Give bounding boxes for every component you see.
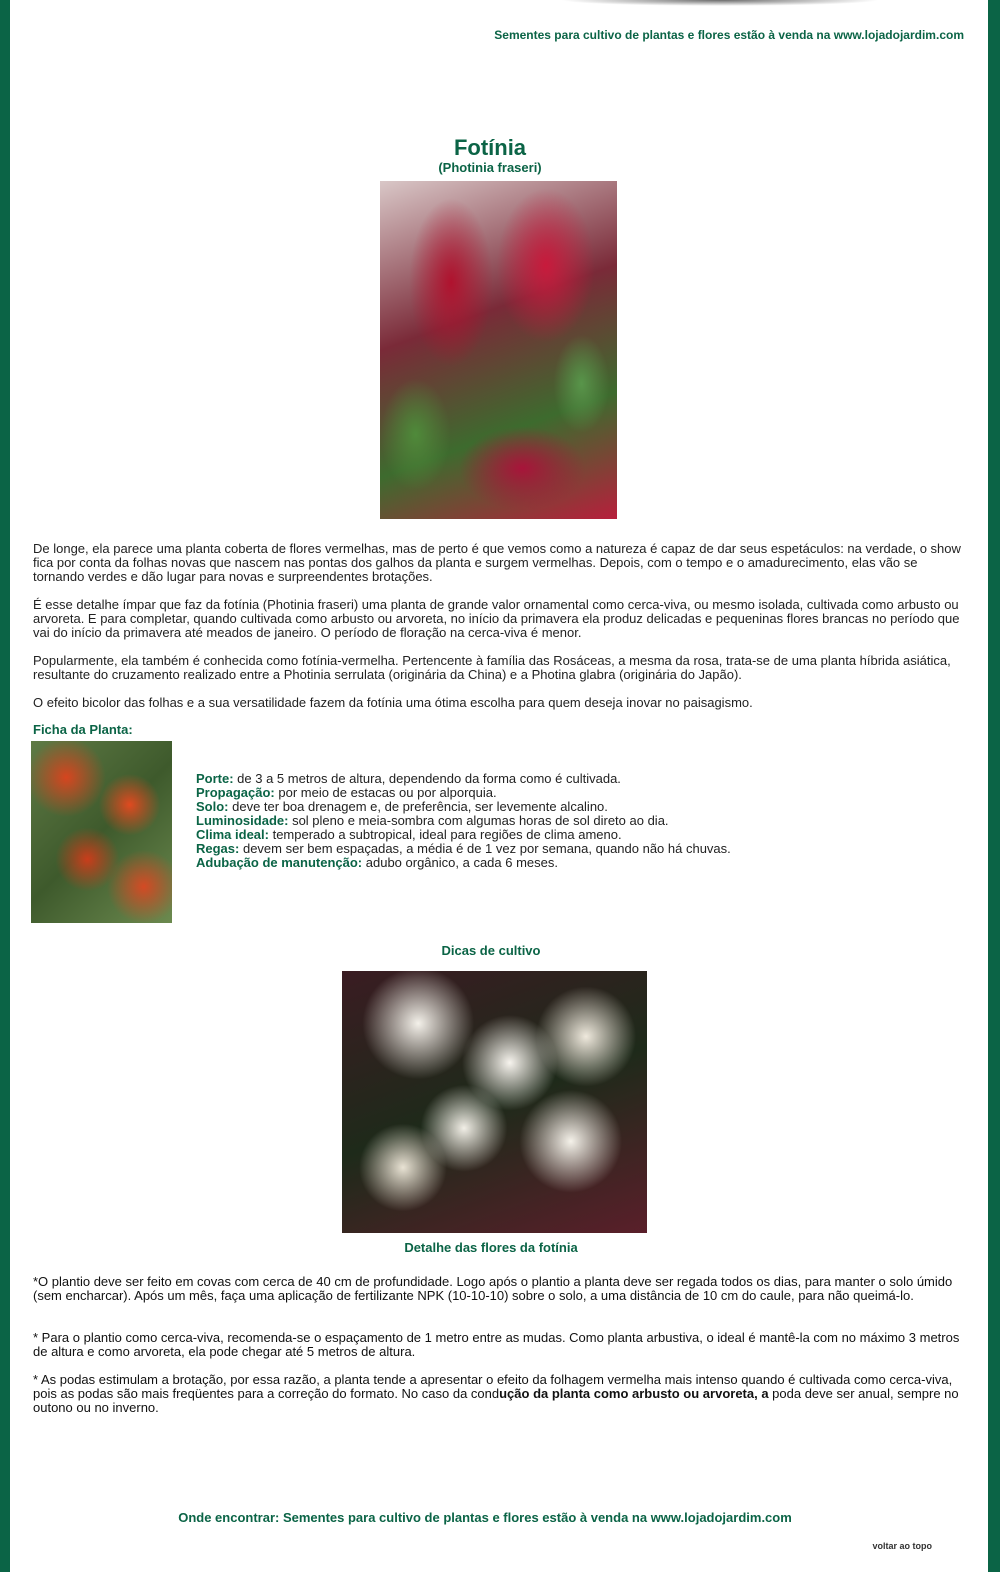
ficha-label: Solo:: [196, 799, 229, 814]
ficha-value: adubo orgânico, a cada 6 meses.: [362, 855, 558, 870]
photinia-flowers-photo: [342, 971, 647, 1233]
ficha-value: de 3 a 5 metros de altura, dependendo da forma como é cultivada.: [233, 771, 621, 786]
footer-promo-link[interactable]: Onde encontrar: Sementes para cultivo de plantas e flores estão à venda na www.lojadojardim.com: [178, 1510, 792, 1525]
intro-paragraph-2: É esse detalhe ímpar que faz da fotínia (Photinia fraseri) uma planta de grande valor ornamental como cerca-viva, ou mesmo isolada, cultivada como arbusto ou arvoreta. E para completar, quando cultivada como arbusto ou arvoreta, no início da primavera ela produz delicadas e pequeninas flores brancas no período que vai do início da primavera até meados de janeiro. O período de floração na cerca-viva é menor.: [33, 597, 960, 640]
ficha-row-regas: [196, 842, 896, 856]
ficha-value: deve ter boa drenagem e, de preferência, ser levemente alcalino.: [228, 799, 608, 814]
ficha-row-propagacao: [196, 786, 896, 800]
ficha-label: Clima ideal:: [196, 827, 269, 842]
page-title: Fotínia: [453, 135, 527, 160]
ficha-label: Porte:: [196, 771, 234, 786]
flowers-caption: Detalhe das flores da fotínia: [404, 1240, 578, 1255]
title-block: [0, 136, 980, 176]
dicas-heading: Dicas de cultivo: [441, 943, 541, 958]
ficha-row-porte: [196, 772, 896, 786]
ficha-label: Regas:: [196, 841, 240, 856]
intro-paragraph-1: De longe, ela parece uma planta coberta de flores vermelhas, mas de perto é que vemos como a natureza é capaz de dar seus espetáculos: na verdade, o show fica por conta da folhas novas que nascem nas pontas dos galhos da planta e surgem vermelhas. Depois, com o tempo e o amadurecimento, elas vão se tornando verdes e dão lugar para novas e surpreendentes brotações.: [33, 541, 961, 584]
intro-paragraph-3: Popularmente, ela também é conhecida como fotínia-vermelha. Pertencente à família das Rosáceas, a mesma da rosa, trata-se de uma planta híbrida asiática, resultante do cruzamento realizado entre a Photinia serrulata (originária da China) e a Photina glabra (originária do Japão).: [33, 653, 951, 682]
tip-paragraph-2: * Para o plantio como cerca-viva, recomenda-se o espaçamento de 1 metro entre as mudas. Como planta arbustiva, o ideal é mantê-la com no máximo 3 metros de altura e como arvoreta, ela pode chegar até 5 metros de altura.: [33, 1330, 960, 1359]
ficha-value: por meio de estacas ou por alporquia.: [274, 785, 497, 800]
page-subtitle: (Photinia fraseri): [438, 160, 542, 175]
tip3-text-end: poda deve ser anual, sempre no outono ou no inverno.: [33, 1386, 959, 1415]
photinia-leaves-photo: [380, 181, 617, 519]
ficha-row-adubacao: [196, 856, 896, 870]
ficha-list: [196, 772, 896, 870]
ficha-value: devem ser bem espaçadas, a média é de 1 vez por semana, quando não há chuvas.: [239, 841, 731, 856]
tip3-text-bold: ução da planta como arbusto ou arvoreta, a: [499, 1386, 769, 1401]
top-shadow: [560, 0, 880, 6]
ficha-label: Luminosidade:: [196, 813, 289, 828]
ficha-label: Adubação de manutenção:: [196, 855, 363, 870]
right-frame-border: [988, 0, 1000, 1572]
ficha-value: sol pleno e meia-sombra com algumas horas de sol direto ao dia.: [288, 813, 669, 828]
tip-paragraph-1: *O plantio deve ser feito em covas com cerca de 40 cm de profundidade. Logo após o plantio a planta deve ser regada todos os dias, para manter o solo úmido (sem encharcar). Após um mês, faça uma aplicação de fertilizante NPK (10-10-10) sobre o solo, a uma distância de 10 cm do caule, para não queimá-lo.: [33, 1274, 953, 1303]
ficha-row-solo: [196, 800, 896, 814]
ficha-heading: Ficha da Planta:: [33, 722, 133, 737]
ficha-row-luminosidade: [196, 814, 896, 828]
back-to-top-link[interactable]: voltar ao topo: [872, 1541, 932, 1551]
intro-paragraph-4: O efeito bicolor das folhas e a sua versatilidade fazem da fotínia uma ótima escolha para quem deseja inovar no paisagismo.: [33, 695, 753, 710]
tip3-text-start: * As podas estimulam a brotação, por essa razão, a planta tende a apresentar o efeito da folhagem vermelha mais intenso quando é cultivada como cerca-viva, pois as podas são mais freqüentes para a correção do formato. No caso da cond: [33, 1372, 953, 1401]
ficha-row-clima: [196, 828, 896, 842]
tip-paragraph-3: [33, 1373, 963, 1415]
ficha-value: temperado a subtropical, ideal para regiões de clima ameno.: [268, 827, 622, 842]
photinia-hedge-photo: [31, 741, 172, 923]
header-promo-link[interactable]: Sementes para cultivo de plantas e flores estão à venda na www.lojadojardim.com: [494, 28, 964, 42]
left-frame-border: [0, 0, 10, 1572]
ficha-label: Propagação:: [196, 785, 275, 800]
